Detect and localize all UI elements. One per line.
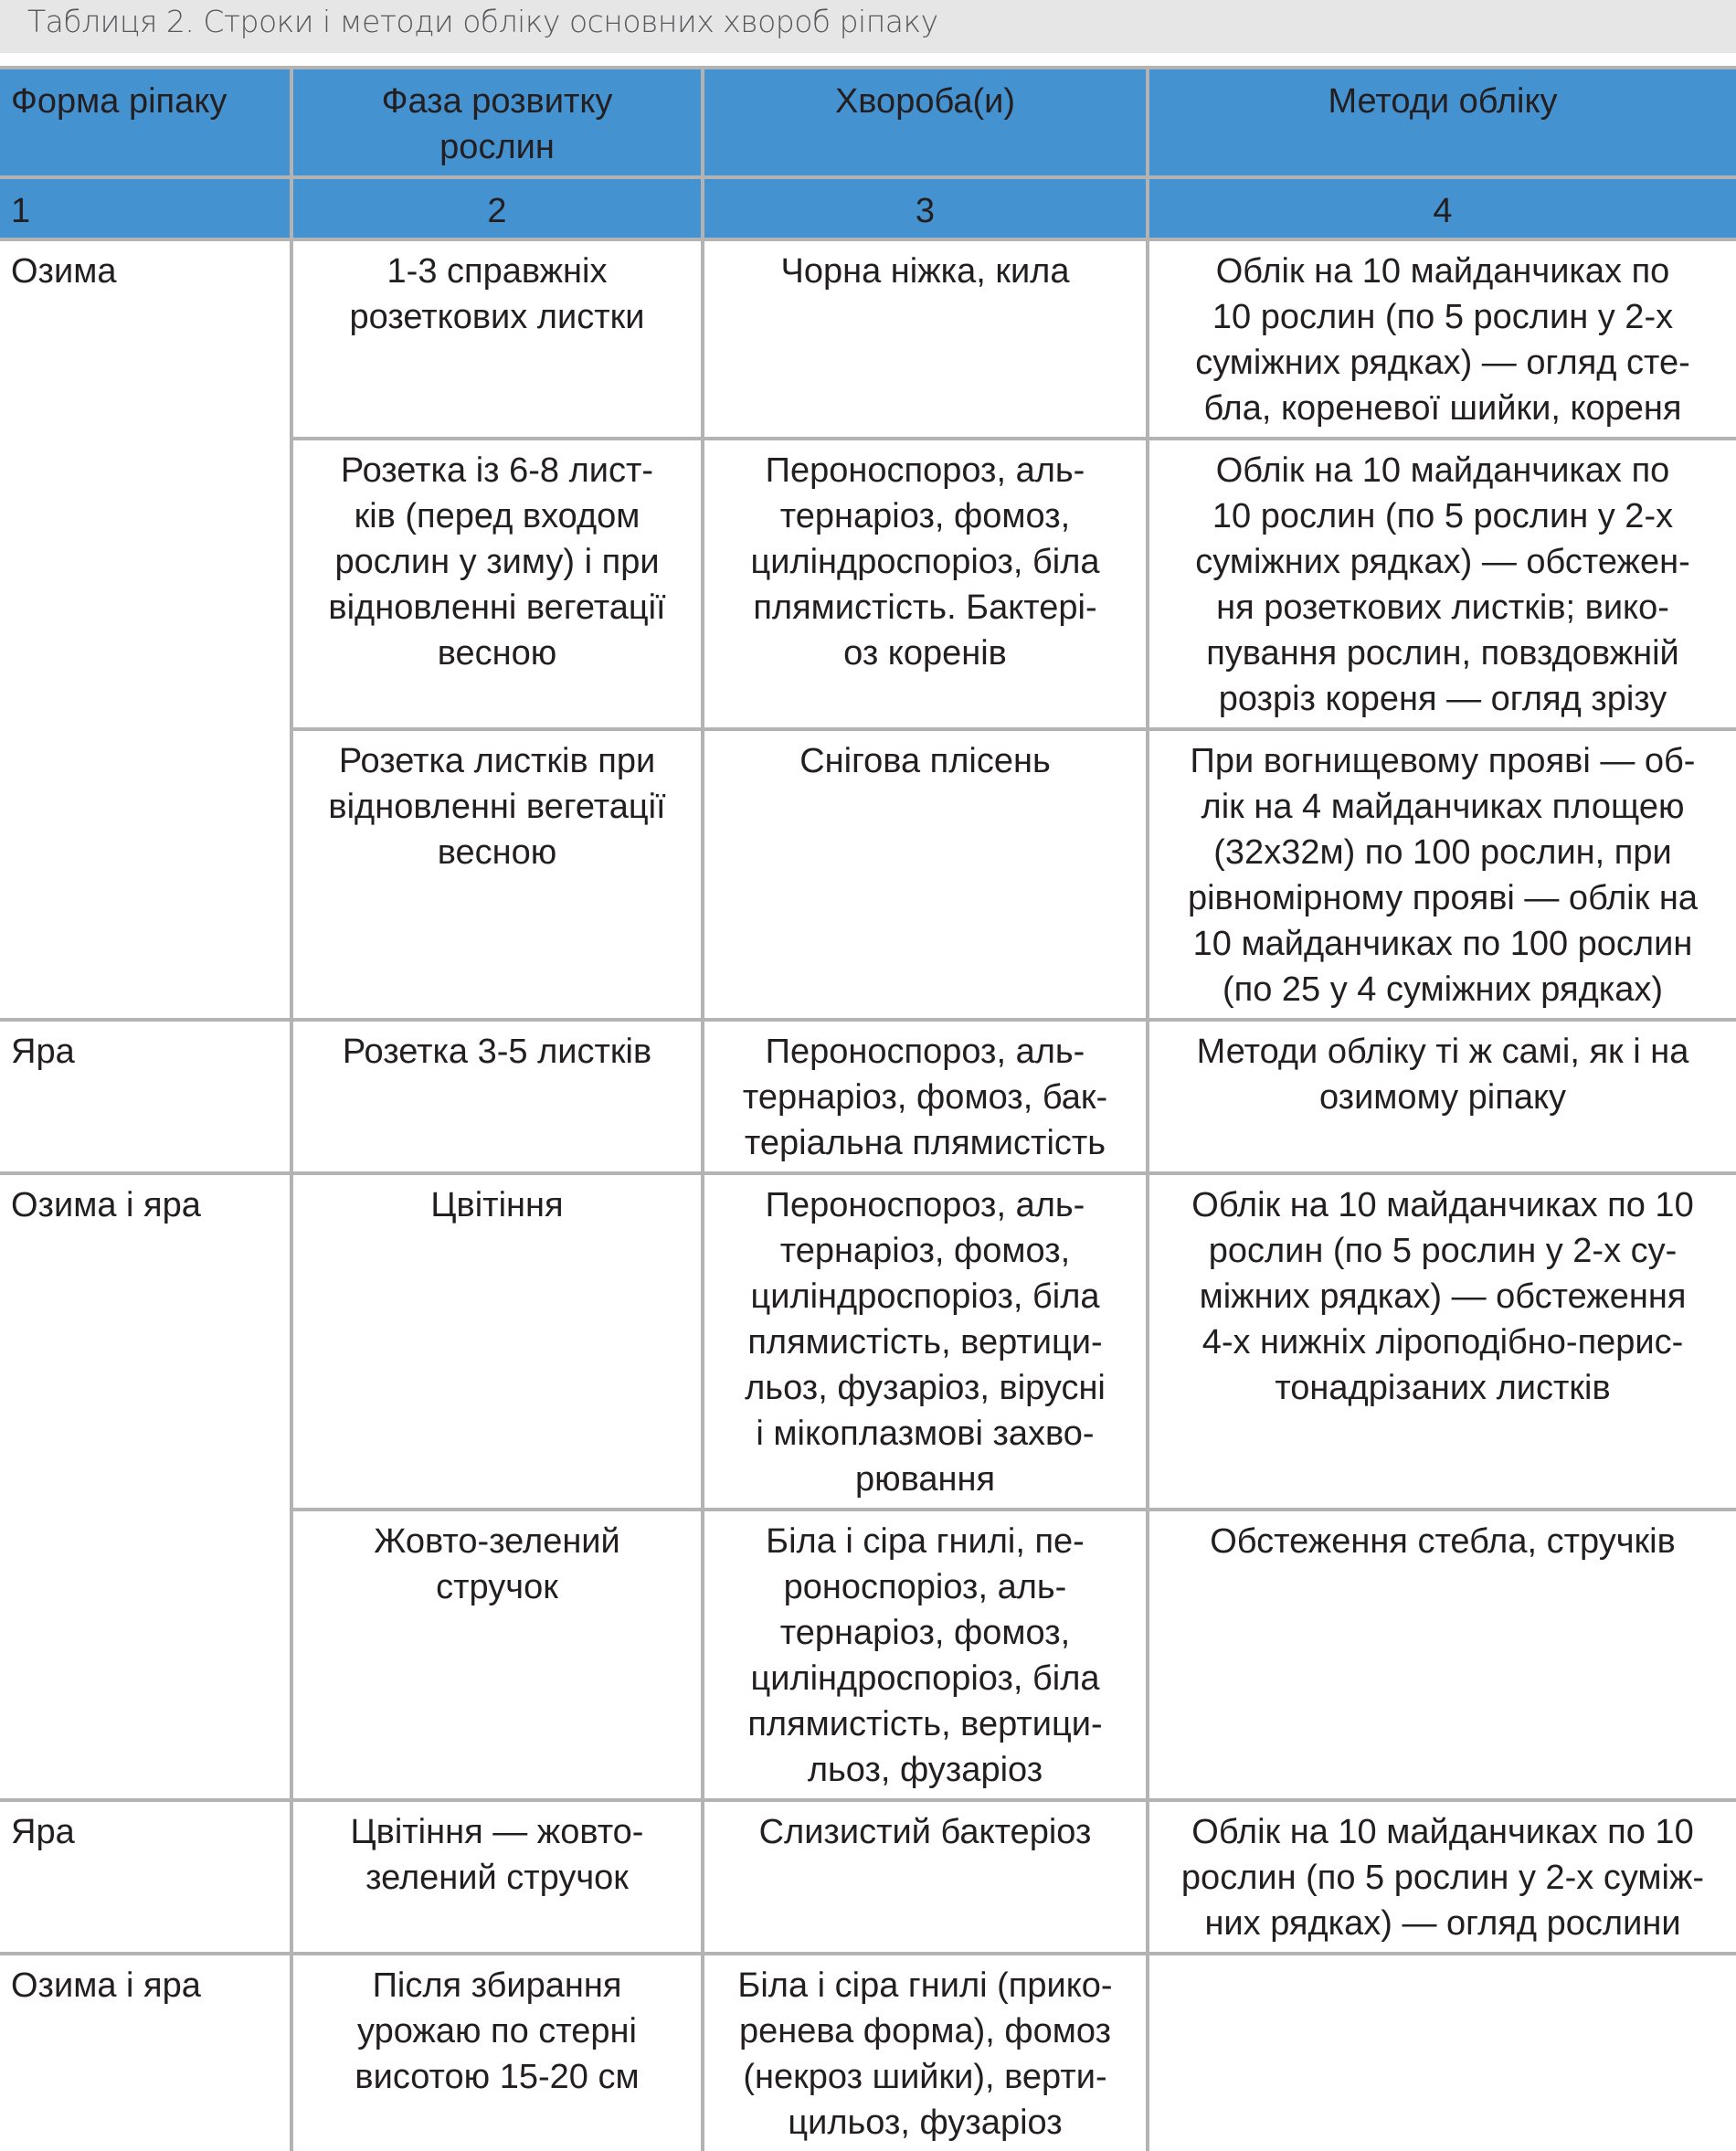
disease-cell: Чорна ніжка, кила — [703, 239, 1148, 439]
disease-cell: Пероноспороз, аль- тернаріоз, фомоз, циліндроспоріоз, біла плямистість, вертици- льоз, фузаріоз, вірусні і мікоплазмові захво- рювання — [703, 1173, 1148, 1510]
header-row — [0, 68, 1736, 177]
method-cell: Облік на 10 майданчиках по 10 рослин (по 5 рослин у 2-х су- міжних рядках) — обстеження 4-х нижніх ліроподібно-перис- тонадрізаних листків — [1148, 1173, 1736, 1510]
diseases-table — [0, 66, 1736, 2151]
method-cell: При вогнищевому прояві — об- лік на 4 майданчиках площею (32х32м) по 100 рослин, при рівномірному прояві — облік на 10 майданчиках по 100 рослин (по 25 у 4 суміжних рядках) — [1148, 729, 1736, 1020]
phase-cell: Розетка із 6-8 лист- ків (перед входом рослин у зиму) і при відновленні вегетації весною — [291, 439, 703, 729]
column-number: 3 — [703, 177, 1148, 239]
table-row — [0, 1954, 1736, 2151]
disease-cell: Біла і сіра гнилі, пе- роноспоріоз, аль- тернаріоз, фомоз, циліндроспоріоз, біла плямистість, вертици- льоз, фузаріоз — [703, 1510, 1148, 1800]
disease-cell: Пероноспороз, аль- тернаріоз, фомоз, циліндроспоріоз, біла плямистість. Бактері- оз коренів — [703, 439, 1148, 729]
header-phase: Фаза розвитку рослин — [291, 68, 703, 177]
table-row — [0, 1173, 1736, 1510]
form-cell: Яра — [0, 1800, 291, 1954]
phase-cell: Розетка 3-5 листків — [291, 1020, 703, 1173]
method-cell: Облік на 10 майданчиках по 10 рослин (по 5 рослин у 2-х суміжних рядках) — обстежен- ня розеткових листків; вико- пування рослин, повздовжній розріз кореня — огляд зрізу — [1148, 439, 1736, 729]
phase-cell: 1-3 справжніх розеткових листки — [291, 239, 703, 439]
method-cell: Облік на 10 майданчиках по 10 рослин (по 5 рослин у 2-х сумiж- них рядках) — огляд рослини — [1148, 1800, 1736, 1954]
method-cell: Обстеження стебла, стручків — [1148, 1510, 1736, 1800]
phase-cell: Після збирання урожаю по стерні висотою 15-20 см — [291, 1954, 703, 2151]
form-cell: Озима — [0, 239, 291, 1020]
column-number: 1 — [0, 177, 291, 239]
disease-cell: Пероноспороз, аль- тернаріоз, фомоз, бак- теріальна плямистість — [703, 1020, 1148, 1173]
form-cell: Яра — [0, 1020, 291, 1173]
caption-bar — [0, 0, 1736, 53]
column-number: 4 — [1148, 177, 1736, 239]
table-caption: Таблиця 2. Строки і методи обліку основних хвороб ріпаку — [27, 4, 938, 39]
header-form: Форма ріпаку — [0, 68, 291, 177]
disease-cell: Біла і сіра гнилі (прико- ренева форма), фомоз (некроз шийки), верти- цильоз, фузаріоз — [703, 1954, 1148, 2151]
table-row — [0, 1800, 1736, 1954]
phase-cell: Розетка листків при відновленні вегетації весною — [291, 729, 703, 1020]
column-number-row — [0, 177, 1736, 239]
disease-cell: Слизистий бактеріоз — [703, 1800, 1148, 1954]
method-cell — [1148, 1954, 1736, 2151]
header-method: Методи обліку — [1148, 68, 1736, 177]
table-row — [0, 239, 1736, 439]
disease-cell: Снігова плісень — [703, 729, 1148, 1020]
table-row — [0, 1020, 1736, 1173]
phase-cell: Цвітіння — жовто- зелений стручок — [291, 1800, 703, 1954]
method-cell: Облік на 10 майданчиках по 10 рослин (по 5 рослин у 2-х суміжних рядках) — огляд сте- бла, кореневої шийки, кореня — [1148, 239, 1736, 439]
form-cell: Озима і яра — [0, 1173, 291, 1800]
column-number: 2 — [291, 177, 703, 239]
phase-cell: Цвітіння — [291, 1173, 703, 1510]
form-cell: Озима і яра — [0, 1954, 291, 2151]
header-disease: Хвороба(и) — [703, 68, 1148, 177]
phase-cell: Жовто-зелений стручок — [291, 1510, 703, 1800]
method-cell: Методи обліку ті ж самі, як і на озимому ріпаку — [1148, 1020, 1736, 1173]
